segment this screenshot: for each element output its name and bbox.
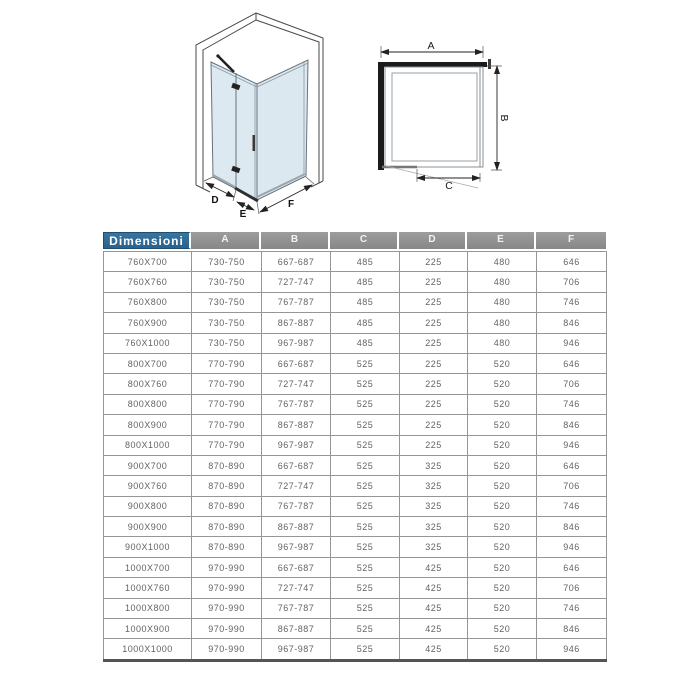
value-cell: 730-750 [192, 252, 262, 272]
dimension-cell: 800X1000 [104, 435, 192, 455]
dimension-cell: 760X900 [104, 313, 192, 333]
table-body [104, 252, 607, 661]
value-cell: 867-887 [262, 619, 331, 639]
value-cell: 870-890 [192, 496, 262, 516]
value-cell: 746 [537, 496, 607, 516]
plan-view-diagram [365, 25, 520, 215]
value-cell: 520 [468, 517, 537, 537]
dim-label-a: A [427, 40, 435, 52]
value-cell: 525 [331, 394, 400, 414]
value-cell: 225 [400, 353, 468, 373]
value-cell: 525 [331, 598, 400, 618]
dimension-cell: 760X800 [104, 292, 192, 312]
value-cell: 970-990 [192, 578, 262, 598]
top-wall [381, 62, 487, 67]
value-cell: 970-990 [192, 619, 262, 639]
value-cell: 770-790 [192, 353, 262, 373]
table-row [104, 476, 607, 496]
value-cell: 480 [468, 252, 537, 272]
dimensions-table-body-wrap [103, 251, 607, 662]
value-cell: 525 [331, 517, 400, 537]
value-cell: 727-747 [262, 374, 331, 394]
table-row [104, 252, 607, 272]
dimension-cell: 760X1000 [104, 333, 192, 353]
value-cell: 770-790 [192, 374, 262, 394]
value-cell: 870-890 [192, 517, 262, 537]
value-cell: 646 [537, 353, 607, 373]
value-cell: 846 [537, 517, 607, 537]
value-cell: 225 [400, 313, 468, 333]
dim-label-c: C [445, 180, 453, 192]
table-header-row [103, 232, 606, 249]
value-cell: 425 [400, 578, 468, 598]
value-cell: 520 [468, 374, 537, 394]
dimension-cell: 800X760 [104, 374, 192, 394]
table-row [104, 598, 607, 618]
value-cell: 325 [400, 517, 468, 537]
value-cell: 225 [400, 415, 468, 435]
door-handle-icon [253, 135, 256, 151]
value-cell: 525 [331, 557, 400, 577]
dimension-cell: 900X700 [104, 455, 192, 475]
value-cell: 730-750 [192, 292, 262, 312]
header-a: A [191, 232, 261, 249]
value-cell: 425 [400, 598, 468, 618]
value-cell: 667-687 [262, 353, 331, 373]
value-cell: 520 [468, 394, 537, 414]
value-cell: 520 [468, 537, 537, 557]
table-row [104, 374, 607, 394]
value-cell: 225 [400, 252, 468, 272]
value-cell: 646 [537, 557, 607, 577]
value-cell: 870-890 [192, 476, 262, 496]
value-cell: 967-987 [262, 333, 331, 353]
dimension-cell: 1000X900 [104, 619, 192, 639]
dim-label-f: F [287, 199, 295, 210]
value-cell: 520 [468, 455, 537, 475]
table-row [104, 333, 607, 353]
value-cell: 770-790 [192, 394, 262, 414]
dimension-cell: 1000X1000 [104, 639, 192, 660]
dimension-cell: 800X800 [104, 394, 192, 414]
value-cell: 767-787 [262, 496, 331, 516]
value-cell: 770-790 [192, 435, 262, 455]
value-cell: 746 [537, 292, 607, 312]
value-cell: 525 [331, 353, 400, 373]
value-cell: 767-787 [262, 292, 331, 312]
value-cell: 746 [537, 598, 607, 618]
value-cell: 970-990 [192, 557, 262, 577]
value-cell: 667-687 [262, 557, 331, 577]
value-cell: 485 [331, 313, 400, 333]
value-cell: 867-887 [262, 313, 331, 333]
value-cell: 480 [468, 313, 537, 333]
value-cell: 525 [331, 578, 400, 598]
value-cell: 520 [468, 578, 537, 598]
dimension-cell: 900X800 [104, 496, 192, 516]
plan-glass-outline [382, 67, 483, 188]
value-cell: 485 [331, 292, 400, 312]
table-row [104, 394, 607, 414]
dimensions-table [103, 232, 606, 662]
value-cell: 646 [537, 455, 607, 475]
value-cell: 767-787 [262, 598, 331, 618]
header-b: B [261, 232, 330, 249]
dimension-cell: 800X900 [104, 415, 192, 435]
header-f: F [536, 232, 606, 249]
table-row [104, 496, 607, 516]
value-cell: 646 [537, 252, 607, 272]
dimension-cell: 760X700 [104, 252, 192, 272]
table-row [104, 272, 607, 292]
value-cell: 846 [537, 619, 607, 639]
dim-label-d: D [211, 195, 219, 206]
value-cell: 485 [331, 333, 400, 353]
value-cell: 870-890 [192, 537, 262, 557]
value-cell: 730-750 [192, 272, 262, 292]
value-cell: 727-747 [262, 578, 331, 598]
dimension-cell: 900X1000 [104, 537, 192, 557]
value-cell: 225 [400, 435, 468, 455]
value-cell: 325 [400, 496, 468, 516]
table-row [104, 517, 607, 537]
value-cell: 225 [400, 272, 468, 292]
table-row [104, 619, 607, 639]
value-cell: 225 [400, 394, 468, 414]
value-cell: 730-750 [192, 333, 262, 353]
header-dimensioni: Dimensioni [103, 232, 191, 249]
value-cell: 325 [400, 455, 468, 475]
dimension-cell: 1000X700 [104, 557, 192, 577]
table-row [104, 353, 607, 373]
dimension-cell: 900X900 [104, 517, 192, 537]
value-cell: 480 [468, 272, 537, 292]
value-cell: 425 [400, 639, 468, 660]
value-cell: 667-687 [262, 252, 331, 272]
dimension-cell: 760X760 [104, 272, 192, 292]
value-cell: 730-750 [192, 313, 262, 333]
value-cell: 520 [468, 476, 537, 496]
value-cell: 525 [331, 435, 400, 455]
dimension-cell: 900X760 [104, 476, 192, 496]
table-row [104, 455, 607, 475]
header-d: D [399, 232, 467, 249]
value-cell: 325 [400, 537, 468, 557]
value-cell: 520 [468, 415, 537, 435]
value-cell: 867-887 [262, 415, 331, 435]
value-cell: 846 [537, 415, 607, 435]
support-bar-mount [216, 54, 219, 57]
value-cell: 967-987 [262, 639, 331, 660]
value-cell: 525 [331, 639, 400, 660]
value-cell: 425 [400, 619, 468, 639]
value-cell: 485 [331, 252, 400, 272]
value-cell: 706 [537, 476, 607, 496]
value-cell: 520 [468, 435, 537, 455]
value-cell: 520 [468, 639, 537, 660]
value-cell: 480 [468, 292, 537, 312]
value-cell: 967-987 [262, 435, 331, 455]
value-cell: 770-790 [192, 415, 262, 435]
value-cell: 525 [331, 415, 400, 435]
value-cell: 946 [537, 537, 607, 557]
table-row [104, 292, 607, 312]
value-cell: 325 [400, 476, 468, 496]
isometric-shower-diagram [183, 4, 351, 226]
value-cell: 846 [537, 313, 607, 333]
value-cell: 706 [537, 578, 607, 598]
value-cell: 967-987 [262, 537, 331, 557]
dimension-cell: 800X700 [104, 353, 192, 373]
value-cell: 480 [468, 333, 537, 353]
table-row [104, 537, 607, 557]
dim-label-e: E [239, 209, 247, 220]
header-c: C [330, 232, 399, 249]
value-cell: 525 [331, 455, 400, 475]
table-row [104, 435, 607, 455]
value-cell: 520 [468, 496, 537, 516]
value-cell: 767-787 [262, 394, 331, 414]
value-cell: 225 [400, 292, 468, 312]
value-cell: 870-890 [192, 455, 262, 475]
value-cell: 520 [468, 619, 537, 639]
value-cell: 970-990 [192, 598, 262, 618]
door-swing-line [386, 166, 478, 188]
value-cell: 520 [468, 557, 537, 577]
value-cell: 520 [468, 353, 537, 373]
value-cell: 706 [537, 374, 607, 394]
value-cell: 485 [331, 272, 400, 292]
table-row [104, 639, 607, 660]
value-cell: 867-887 [262, 517, 331, 537]
value-cell: 706 [537, 272, 607, 292]
dimension-cell: 1000X760 [104, 578, 192, 598]
table-row [104, 557, 607, 577]
table-row [104, 415, 607, 435]
value-cell: 727-747 [262, 272, 331, 292]
dimension-cell: 1000X800 [104, 598, 192, 618]
value-cell: 520 [468, 598, 537, 618]
value-cell: 970-990 [192, 639, 262, 660]
table-row [104, 578, 607, 598]
value-cell: 525 [331, 619, 400, 639]
value-cell: 525 [331, 537, 400, 557]
value-cell: 525 [331, 476, 400, 496]
header-e: E [467, 232, 536, 249]
value-cell: 525 [331, 496, 400, 516]
glass-panels [211, 60, 308, 200]
value-cell: 425 [400, 557, 468, 577]
value-cell: 946 [537, 333, 607, 353]
value-cell: 727-747 [262, 476, 331, 496]
value-cell: 225 [400, 374, 468, 394]
value-cell: 946 [537, 435, 607, 455]
value-cell: 525 [331, 374, 400, 394]
dim-label-b: B [498, 114, 510, 122]
table-row [104, 313, 607, 333]
left-wall [378, 62, 384, 170]
wall-end-cap [488, 59, 491, 69]
value-cell: 225 [400, 333, 468, 353]
value-cell: 946 [537, 639, 607, 660]
value-cell: 667-687 [262, 455, 331, 475]
value-cell: 746 [537, 394, 607, 414]
